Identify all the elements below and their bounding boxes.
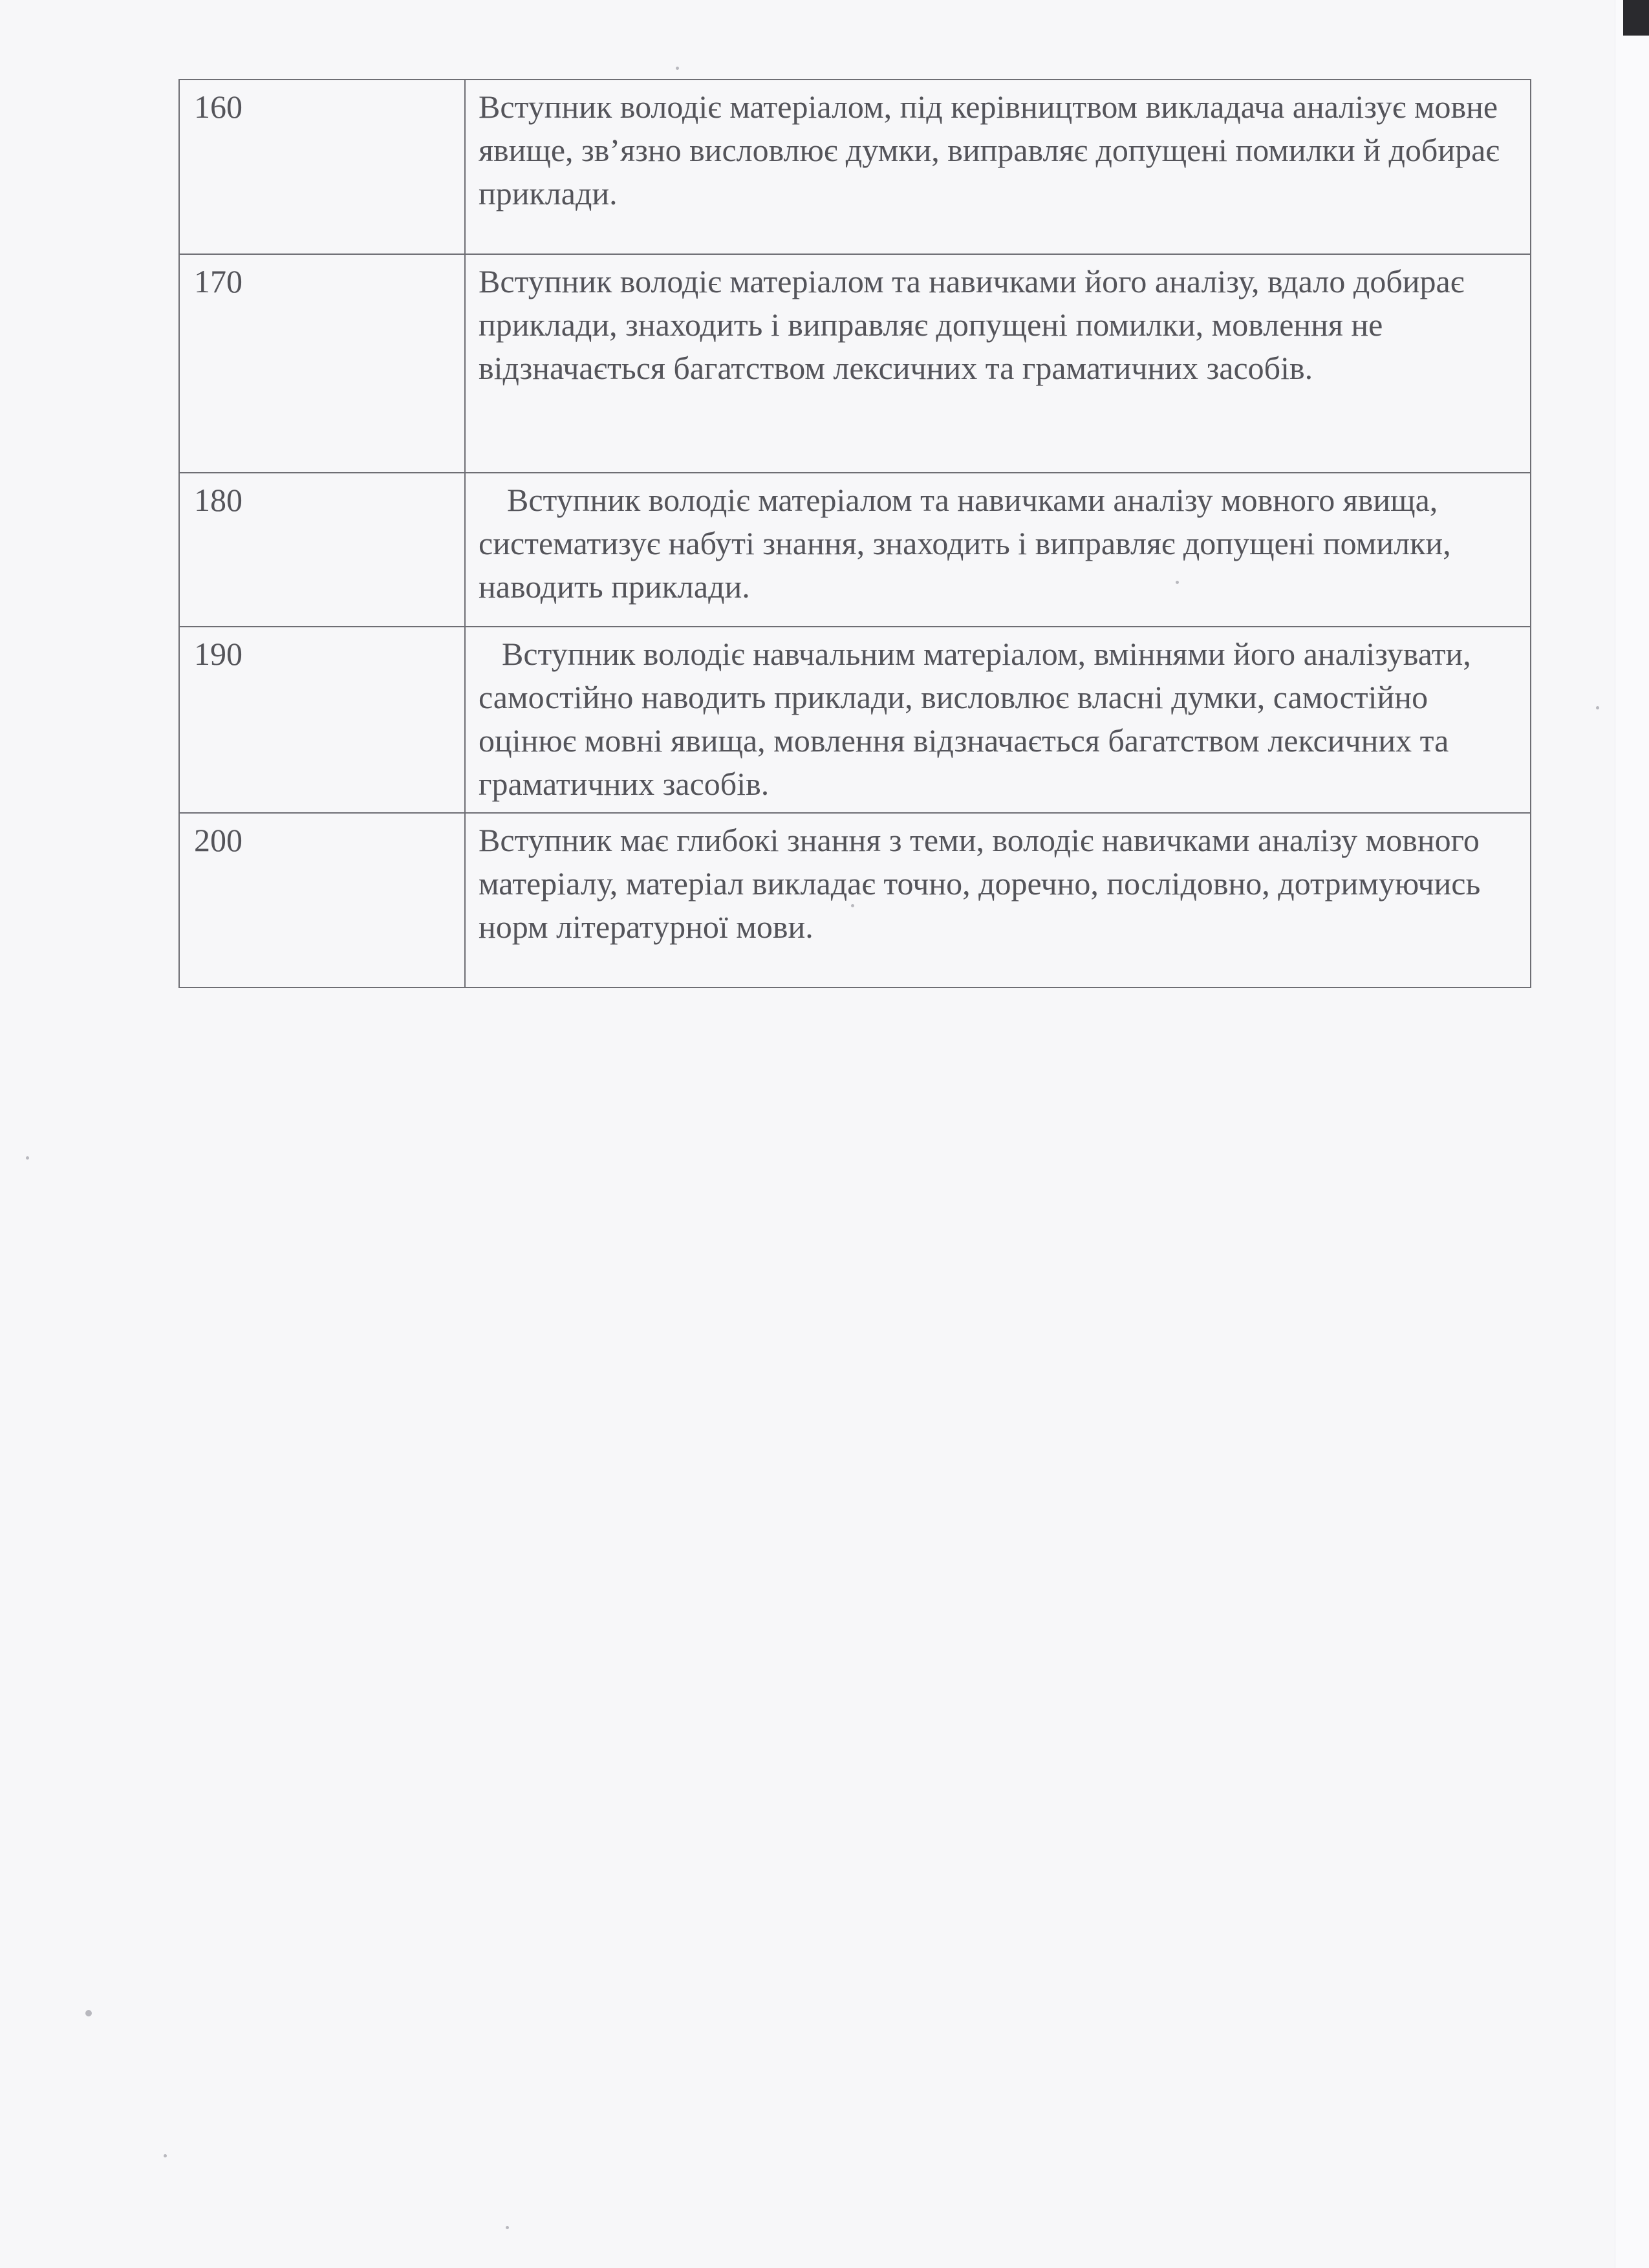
scan-speck <box>676 67 679 70</box>
scan-speck <box>164 2154 167 2157</box>
score-cell: 180 <box>179 473 465 627</box>
scan-speck <box>1596 706 1599 709</box>
page-edge <box>1615 0 1649 2268</box>
scan-speck <box>85 2010 92 2016</box>
scan-speck <box>851 904 854 907</box>
table-row <box>179 254 1531 473</box>
description-text: Вступник володіє навчальним матеріалом, вміннями його аналізувати, самостійно наводить приклади, висловлює власні думки, самостійно оцінює мовні явища, мовлення відзначається багатством лексичних та граматичних засобів. <box>479 636 1471 802</box>
score-cell: 170 <box>179 254 465 473</box>
scan-speck <box>1176 581 1179 584</box>
description-cell <box>465 627 1531 813</box>
table-row <box>179 627 1531 813</box>
description-cell: Вступник володіє матеріалом та навичками його аналізу, вдало добирає приклади, знаходить і виправляє допущені помилки, мовлення не відзначається багатством лексичних та граматичних засобів. <box>465 254 1531 473</box>
score-cell: 160 <box>179 80 465 254</box>
scan-corner-shadow <box>1623 0 1649 36</box>
description-text: Вступник володіє матеріалом та навичками аналізу мовного явища, систематизує набуті знання, знаходить і виправляє допущені помилки, наводить приклади. <box>479 482 1451 605</box>
scan-speck <box>506 2226 509 2229</box>
description-cell: Вступник має глибокі знання з теми, володіє навичками аналізу мовного матеріалу, матеріал викладає точно, доречно, послідовно, дотримуючись норм літературної мови. <box>465 813 1531 988</box>
score-cell: 190 <box>179 627 465 813</box>
table-row <box>179 473 1531 627</box>
scan-speck <box>26 1156 29 1160</box>
table-row <box>179 813 1531 988</box>
description-cell <box>465 473 1531 627</box>
description-cell: Вступник володіє матеріалом, під керівництвом викладача аналізує мовне явище, зв’язно висловлює думки, виправляє допущені помилки й добирає приклади. <box>465 80 1531 254</box>
table-row <box>179 80 1531 254</box>
score-cell: 200 <box>179 813 465 988</box>
grading-criteria-table <box>178 79 1531 988</box>
